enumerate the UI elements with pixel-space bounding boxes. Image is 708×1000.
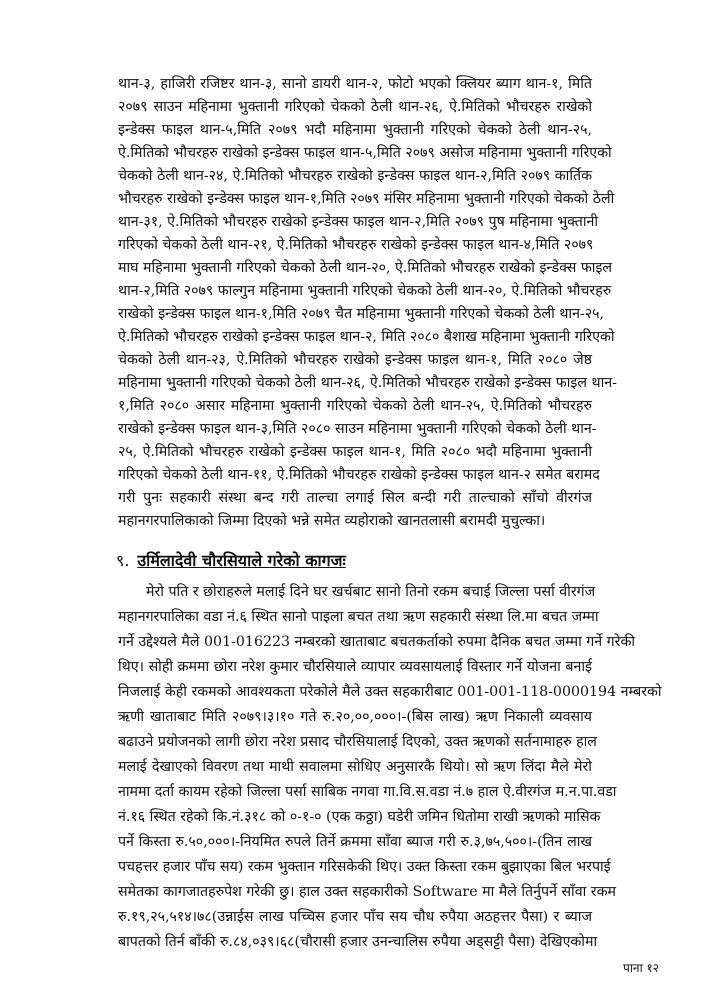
text-line: राखेको इन्डेक्स फाइल थान-३,मिति २०८० साउन महिनामा भुक्तानी गरिएको चेकको ठेली थान- — [118, 421, 597, 437]
text-line: बढाउने प्रयोजनको लागी छोरा नरेश प्रसाद चौरसियालाई दिएको, उक्त ऋणको सर्तनामाहरु हाल — [118, 734, 597, 750]
text-line: चेकको ठेली थान-२३, ऐ.मितिको भौचरहरु राखेको इन्डेक्स फाइल थान-१, मिति २०८० जेष्ठ — [118, 352, 592, 368]
text-line: गरिएको चेकको ठेली थान-२१, ऐ.मितिको भौचरहरु राखेको इन्डेक्स फाइल थान-४,मिति २०७९ — [118, 237, 594, 253]
page-number: पाना १२ — [623, 961, 659, 975]
text-line: थान-३१, ऐ.मितिको भौचरहरु राखेको इन्डेक्स फाइल थान-२,मिति २०७९ पुष महिनामा भुक्तानी — [118, 214, 599, 230]
text-line: २५, ऐ.मितिको भौचरहरु राखेको इन्डेक्स फाइल थान-१, मिति २०८० भदौ महिनामा भुक्तानी — [118, 444, 592, 460]
text-line: रु.१९,२५,५१४।७८(उन्नाईस लाख पच्चिस हजार पाँच सय चौध रुपैया अठहत्तर पैसा) र ब्याज — [118, 909, 592, 925]
text-line: गरी पुनः सहकारी संस्था बन्द गरी ताल्चा लगाई सिल बन्दी गरी ताल्चाको साँचो वीरगंज — [118, 490, 592, 506]
text-line: पर्ने किस्ता रु.५०,०००।-नियमित रुपले तिर्ने क्रममा साँवा ब्याज गरी रु.३,७५,५००।-(तिन लाख — [118, 834, 592, 850]
text-line: ऋणी खाताबाट मिति २०७९।३।१० गते रु.२०,००,०००।-(बिस लाख) ऋण निकाली व्यवसाय — [118, 709, 592, 725]
text-line: पचहत्तर हजार पाँच सय) रकम भुक्तान गरिसकेकी थिए। उक्त किस्ता रकम बुझाएका बिल भरपाई — [118, 859, 611, 875]
text-line: महानगरपालिका वडा नं.६ स्थित सानो पाइला बचत तथा ऋण सहकारी संस्था लि.मा बचत जम्मा — [118, 609, 599, 625]
section-heading — [116, 548, 596, 574]
text-line: मलाई देखाएको विवरण तथा माथी सवालमा सोधिए अनुसारकै थियो। सो ऋण लिंदा मैले मेरो — [118, 759, 592, 775]
text-line: माघ महिनामा भुक्तानी गरिएको चेकको ठेली थान-२०, ऐ.मितिको भौचरहरु राखेको इन्डेक्स फाइल — [118, 260, 613, 276]
text-line: नाममा दर्ता कायम रहेको जिल्ला पर्सा साबिक नगवा गा.वि.स.वडा नं.७ हाल ऐ.वीरगंज म.न.पा.वडा — [118, 784, 617, 800]
text-line: नं.१६ स्थित रहेको कि.नं.३१८ को ०-१-० (एक कठ्ठा) घडेरी जमिन धितोमा राखी ऋणको मासिक — [118, 809, 601, 825]
text-line: गर्ने उद्देश्यले मैले 001-016223 नम्बरको खाताबाट बचतकर्ताको रुपमा दैनिक बचत जम्मा गर्ने गरेकी — [118, 634, 636, 650]
text-line: थान-२,मिति २०७९ फाल्गुन महिनामा भुक्तानी गरिएको चेकको ठेली थान-२०, ऐ.मितिको भौचरहरु — [118, 283, 612, 299]
text-line: इन्डेक्स फाइल थान-५,मिति २०७९ भदौ महिनामा भुक्तानी गरिएको चेकको ठेली थान-२५, — [118, 122, 592, 138]
text-line: गरिएको चेकको ठेली थान-११, ऐ.मितिको भौचरहरु राखेको इन्डेक्स फाइल थान-२ समेत बरामद — [118, 467, 600, 483]
text-line: महिनामा भुक्तानी गरिएको चेकको ठेली थान-२६, ऐ.मितिको भौचरहरु राखेको इन्डेक्स फाइल थान- — [118, 375, 617, 391]
text-line: १,मिति २०८० असार महिनामा भुक्तानी गरिएको चेकको ठेली थान-२५, ऐ.मितिको भौचरहरु — [118, 398, 592, 414]
section-number: ९. — [116, 551, 130, 570]
text-line: थान-३, हाजिरी रजिष्टर थान-३, सानो डायरी थान-२, फोटो भएको क्लियर ब्याग थान-१, मिति — [118, 76, 592, 92]
text-line: चेकको ठेली थान-२४, ऐ.मितिको भौचरहरु राखेको इन्डेक्स फाइल थान-२,मिति २०७९ कार्तिक — [118, 168, 592, 184]
text-line: ऐ.मितिको भौचरहरु राखेको इन्डेक्स फाइल थान-५,मिति २०७९ असोज महिनामा भुक्तानी गरिएको — [118, 145, 612, 161]
text-line: थिए। सोही क्रममा छोरा नरेश कुमार चौरसियाले व्यापार व्यवसायलाई विस्तार गर्ने योजना बनाई — [118, 659, 592, 675]
text-line: मेरो पति र छोराहरुले मलाई दिने घर खर्चबाट सानो तिनो रकम बचाई जिल्ला पर्सा वीरगंज — [146, 584, 596, 600]
text-line: राखेको इन्डेक्स फाइल थान-१,मिति २०७९ चैत महिनामा भुक्तानी गरिएको चेकको ठेली थान-२५, — [118, 306, 605, 322]
text-line: ऐ.मितिको भौचरहरु राखेको इन्डेक्स फाइल थान-२, मिति २०८० बैशाख महिनामा भुक्तानी गरिएको — [118, 329, 615, 345]
text-line: महानगरपालिकाको जिम्मा दिएको भन्ने समेत व्यहोराको खानतलासी बरामदी मुचुल्का। — [118, 513, 546, 529]
section-title: उर्मिलादेवी चौरसियाले गरेको कागजः — [137, 551, 346, 570]
text-line: बापतको तिर्न बाँकी रु.८४,०३९।६८(चौरासी हजार उनन्चालिस रुपैया अड्सट्टी पैसा) देखिएकोमा — [118, 934, 598, 950]
text-line: २०७९ साउन महिनामा भुक्तानी गरिएको चेकको ठेली थान-२६, ऐ.मितिको भौचरहरु राखेको — [118, 99, 592, 115]
text-line: समेतका कागजातहरुपेश गरेकी छु। हाल उक्त सहकारीको Software मा मैले तिर्नुपर्ने साँवा रकम — [118, 884, 616, 900]
text-line: निजलाई केही रकमको आवश्यकता परेकोले मैले उक्त सहकारीबाट 001-001-118-0000194 नम्बरको — [118, 684, 662, 700]
text-line: भौचरहरु राखेको इन्डेक्स फाइल थान-१,मिति २०७९ मंसिर महिनामा भुक्तानी गरिएको चेकको ठेली — [118, 191, 615, 207]
